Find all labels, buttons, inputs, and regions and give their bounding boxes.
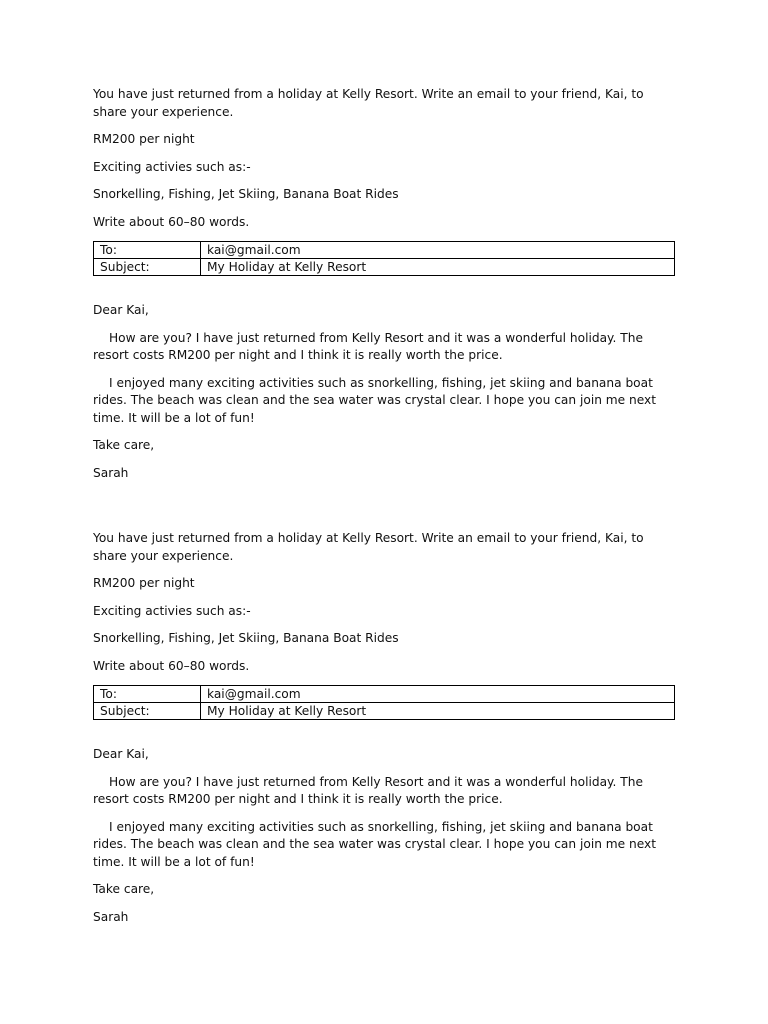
activities-intro: Exciting activies such as:- — [93, 603, 251, 618]
subject-label: Subject: — [94, 703, 201, 720]
email-body-paragraph-1: How are you? I have just returned from Kelly Resort and it was a wonderful holiday. The resort costs RM200 per night and I think it is really worth the price. — [93, 330, 643, 362]
email-header-table — [93, 685, 675, 720]
task-prompt: You have just returned from a holiday at Kelly Resort. Write an email to your friend, Kai, to share your experience. — [93, 87, 644, 119]
email-body-paragraph-1: How are you? I have just returned from Kelly Resort and it was a wonderful holiday. The resort costs RM200 per night and I think it is really worth the price. — [93, 774, 643, 806]
email-closing: Take care, — [93, 882, 155, 896]
email-greeting: Dear Kai, — [93, 747, 149, 761]
to-label: To: — [94, 686, 201, 703]
document-page — [93, 86, 676, 936]
to-value: kai@gmail.com — [201, 686, 675, 703]
exercise-section-2 — [93, 530, 676, 926]
activities-intro: Exciting activies such as:- — [93, 159, 251, 174]
email-greeting: Dear Kai, — [93, 303, 149, 317]
word-limit: Write about 60–80 words. — [93, 658, 250, 673]
email-header-table — [93, 241, 675, 276]
email-body-paragraph-2: I enjoyed many exciting activities such as snorkelling, fishing, jet skiing and banana boat rides. The beach was clean and the sea water was crystal clear. I hope you can join me next time. It will be a lot of fun! — [93, 375, 657, 425]
email-closing: Take care, — [93, 438, 155, 452]
email-subject-row — [94, 259, 675, 276]
subject-value: My Holiday at Kelly Resort — [201, 703, 675, 720]
to-label: To: — [94, 242, 201, 259]
to-value: kai@gmail.com — [201, 242, 675, 259]
email-signature: Sarah — [93, 465, 129, 480]
subject-value: My Holiday at Kelly Resort — [201, 259, 675, 276]
email-to-row — [94, 686, 675, 703]
email-subject-row — [94, 703, 675, 720]
word-limit: Write about 60–80 words. — [93, 214, 250, 229]
email-body-paragraph-2: I enjoyed many exciting activities such as snorkelling, fishing, jet skiing and banana boat rides. The beach was clean and the sea water was crystal clear. I hope you can join me next time. It will be a lot of fun! — [93, 819, 657, 869]
subject-label: Subject: — [94, 259, 201, 276]
email-signature: Sarah — [93, 909, 129, 924]
task-prompt: You have just returned from a holiday at Kelly Resort. Write an email to your friend, Kai, to share your experience. — [93, 531, 644, 563]
activities-list: Snorkelling, Fishing, Jet Skiing, Banana Boat Rides — [93, 187, 399, 201]
activities-list: Snorkelling, Fishing, Jet Skiing, Banana Boat Rides — [93, 631, 399, 645]
price-note: RM200 per night — [93, 132, 195, 146]
exercise-section-1 — [93, 86, 676, 482]
email-to-row — [94, 242, 675, 259]
price-note: RM200 per night — [93, 576, 195, 590]
